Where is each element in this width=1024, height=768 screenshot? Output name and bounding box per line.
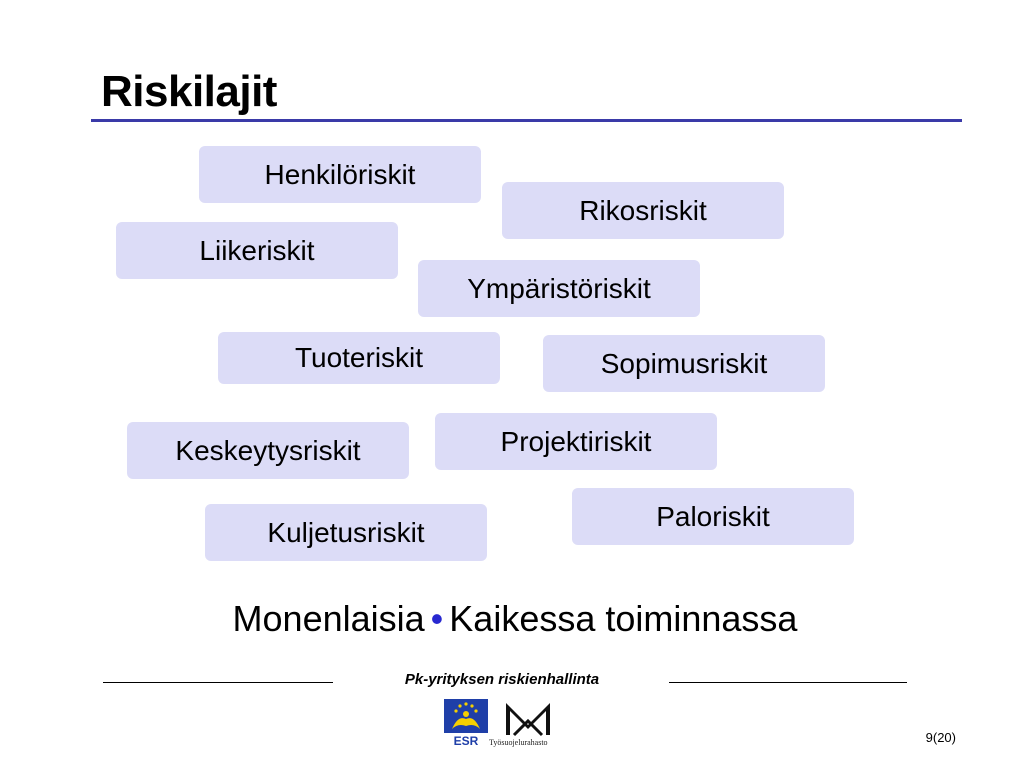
slide-title: Riskilajit [101,67,277,116]
tyosuojelurahasto-text: Työsuojelurahasto [489,738,548,747]
esr-logo-text: ESR [453,734,479,747]
page-number: 9(20) [925,730,956,745]
risk-box-henkiloriskit: Henkilöriskit [199,146,481,203]
risk-box-ymparistoriskit: Ympäristöriskit [418,260,700,317]
footer-rule-left [103,682,333,683]
tagline-right: Kaikessa toiminnassa [449,598,798,639]
risk-box-liikeriskit: Liikeriskit [116,222,398,279]
tagline [0,597,1024,641]
risk-box-tuoteriskit: Tuoteriskit [218,332,500,384]
tagline-left: Monenlaisia [232,598,425,639]
footer-rule-right [669,682,907,683]
footer-title: Pk-yrityksen riskienhallinta [404,671,600,688]
tagline-bullet: • [430,598,444,639]
risk-box-projektiriskit: Projektiriskit [435,413,717,470]
title-underline [91,119,962,122]
risk-box-sopimusriskit: Sopimusriskit [543,335,825,392]
risk-box-kuljetusriskit: Kuljetusriskit [205,504,487,561]
risk-box-paloriskit: Paloriskit [572,488,854,545]
risk-box-rikosriskit: Rikosriskit [502,182,784,239]
esr-logo-icon [444,699,488,747]
risk-box-keskeytysriskit: Keskeytysriskit [127,422,409,479]
